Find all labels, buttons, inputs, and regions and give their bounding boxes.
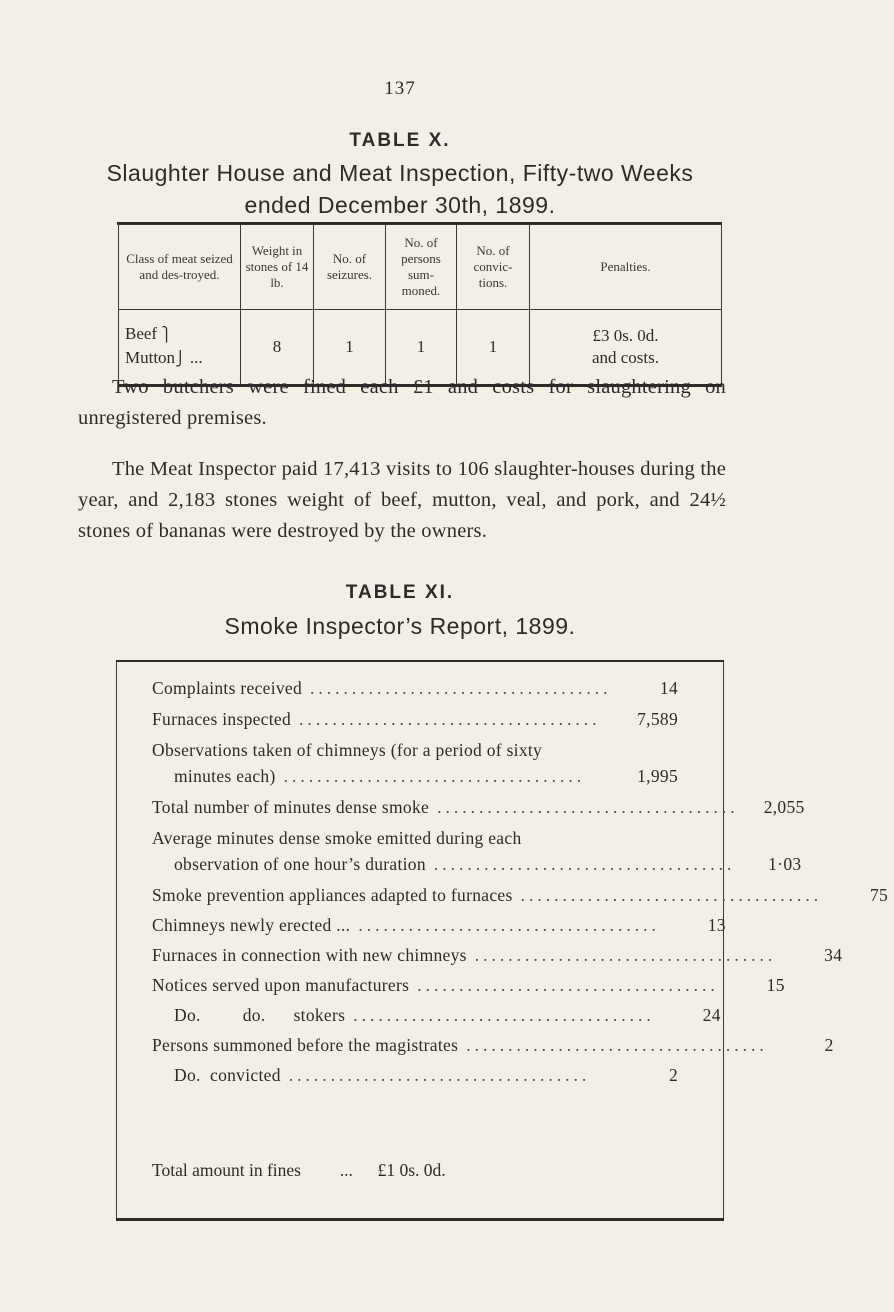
col-penalties: Penalties. — [530, 225, 722, 310]
row-label-continued: observation of one hour’s duration — [174, 854, 426, 874]
col-persons-summoned: No. of persons sum-moned. — [386, 225, 457, 310]
row-label: Complaints received — [152, 678, 303, 698]
row-label: Persons summoned before the magistrates — [152, 1035, 459, 1055]
cell-seizures: 1 — [314, 310, 386, 386]
row-value: 24 — [702, 1005, 721, 1025]
list-item: minutes each) .................................... 1,995 — [152, 766, 684, 787]
row-label: Average minutes dense smoke emitted during each — [152, 828, 522, 848]
brace-glyph: ⎫ — [161, 328, 172, 343]
list-item: Furnaces inspected .................................... 7,589 — [152, 709, 684, 730]
total-label: Total amount in fines — [152, 1160, 301, 1180]
row-value: 2,055 — [763, 797, 805, 817]
cell-weight: 8 — [241, 310, 314, 386]
table-xi-title: Smoke Inspector’s Report, 1899. — [224, 613, 576, 639]
row-label: Observations taken of chimneys (for a period of sixty — [152, 740, 543, 760]
list-item — [152, 828, 684, 849]
row-value: 75 — [869, 885, 889, 905]
paragraph-meat-inspector — [78, 454, 726, 547]
row-value: 2 — [668, 1065, 678, 1085]
list-item: Persons summoned before the magistrates .................................... 2 — [152, 1035, 684, 1056]
col-class-of-meat: Class of meat seized and des-troyed. — [119, 225, 241, 310]
list-item: Chimneys newly erected ... .................................... 13 — [152, 915, 684, 936]
row-label: Furnaces inspected — [152, 709, 292, 729]
meat-inspection-table — [118, 224, 722, 387]
row-label: Chimneys newly erected ... — [152, 915, 351, 935]
table-x-title-line2: ended December 30th, 1899. — [244, 192, 556, 218]
list-item: Notices served upon manufacturers .................................... 15 — [152, 975, 684, 996]
row-value: 7,589 — [637, 709, 678, 729]
row-value: 13 — [707, 915, 726, 935]
paragraph-fines-text: Two butchers were fined each £1 and costs for slaughtering on unregistered premises. — [78, 376, 726, 429]
list-item: Smoke prevention appliances adapted to furnaces .................................... 75 — [152, 885, 684, 906]
list-item: Do. convicted .................................... 2 — [152, 1065, 684, 1086]
paragraph-meat-inspector-text: The Meat Inspector paid 17,413 visits to 106 slaughter-houses during the year, and 2,183 stones weight of beef, mutton, veal, and pork, and 24½ stones of bananas were destroyed by the owners. — [78, 458, 726, 542]
page-number: 137 — [384, 78, 416, 99]
meat-dots: ... — [189, 348, 203, 367]
row-label-continued: minutes each) — [174, 766, 276, 786]
row-label: Do. convicted — [174, 1065, 281, 1085]
list-item: Do. do. stokers .................................... 24 — [152, 1005, 684, 1026]
brace-glyph: ⎭ — [175, 352, 186, 367]
total-fines — [152, 1160, 446, 1181]
table-x-heading: TABLE X. — [349, 130, 451, 151]
list-item: observation of one hour’s duration .................................... 1·03 — [152, 854, 684, 875]
total-value: £1 0s. 0d. — [377, 1160, 446, 1180]
row-label: Do. do. stokers — [174, 1005, 346, 1025]
row-label: Notices served upon manufacturers — [152, 975, 410, 995]
paragraph-fines — [78, 372, 726, 434]
row-value: 1,995 — [637, 766, 678, 786]
cell-summoned: 1 — [386, 310, 457, 386]
row-value: 14 — [659, 678, 678, 698]
row-label: Furnaces in connection with new chimneys — [152, 945, 467, 965]
total-dots: ... — [339, 1160, 353, 1180]
row-label: Total number of minutes dense smoke — [152, 797, 430, 817]
row-value: 2 — [824, 1035, 834, 1055]
table-x-title-line1: Slaughter House and Meat Inspection, Fifty-two Weeks — [106, 160, 694, 186]
col-weight: Weight in stones of 14 lb. — [241, 225, 314, 310]
meat-mutton: Mutton — [125, 348, 176, 367]
row-value: 1·03 — [768, 854, 802, 874]
cell-convictions: 1 — [457, 310, 530, 386]
col-convictions: No. of convic-tions. — [457, 225, 530, 310]
col-seizures: No. of seizures. — [314, 225, 386, 310]
list-item: Complaints received .................................... 14 — [152, 678, 684, 699]
list-item: Total number of minutes dense smoke .................................... 2,055 — [152, 797, 684, 818]
list-item: Furnaces in connection with new chimneys .................................... 34 — [152, 945, 684, 966]
table-xi-heading: TABLE XI. — [345, 582, 455, 603]
row-value: 15 — [766, 975, 785, 995]
penalty-costs: and costs. — [591, 348, 660, 367]
penalty-amount: £3 0s. 0d. — [592, 326, 659, 345]
list-item — [152, 740, 684, 761]
row-value: 34 — [824, 945, 843, 965]
meat-beef: Beef — [125, 324, 158, 343]
row-label: Smoke prevention appliances adapted to furnaces — [152, 885, 513, 905]
